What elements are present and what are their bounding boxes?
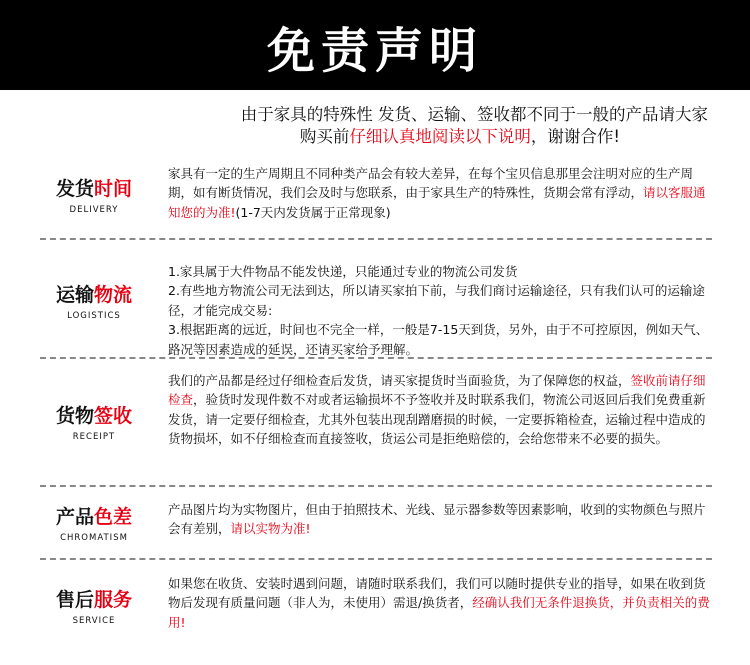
section-body-receipt [168,371,713,449]
section-label-receipt [40,404,148,443]
receipt-highlight: 签收前请仔细检查 [168,373,706,408]
header-banner [0,0,750,90]
section-divider [40,558,712,560]
section-title-receipt-black: 货物 [55,405,94,427]
section-subtitle-chromatism: CHROMATISM [60,533,128,543]
page-title: 免责声明 [266,22,483,79]
intro-line-2-end: ，谢谢合作! [530,127,620,146]
section-title-service [40,588,148,612]
section-subtitle-delivery: DELIVERY [69,205,119,215]
section-subtitle-receipt: RECEIPT [72,432,116,442]
service-text: 如果您在收货、安装时遇到问题，请随时联系我们，我们可以随时提供专业的指导，如果在收到货物后发现有质量问题（非人为，未使用）需退/换货者， [168,576,706,611]
section-label-chromatism [40,505,148,544]
section-divider [40,357,712,359]
service-highlight: 经确认我们无条件退换货，并负责相关的费用! [168,595,710,630]
section-title-chromatism-red: 色差 [94,506,133,528]
section-title-service-red: 服务 [94,589,133,611]
section-label-delivery [40,177,148,216]
intro-notice [0,104,750,148]
section-subtitle-service: SERVICE [72,616,116,626]
logistics-item: 2.有些地方物流公司无法到达，所以请买家拍下前，与我们商讨运输途径，只有我们认可的运输途径，才能完成交易: [168,283,705,318]
intro-line-2 [0,126,750,148]
logistics-item: 3.根据距离的远近，时间也不完全一样，一般是7-15天到货，另外，由于不可控原因，例如天气、路况等因素造成的延误，还请买家给予理解。 [168,322,709,357]
intro-line-2-highlight: 仔细认真地阅读以下说明 [349,127,531,146]
receipt-text: 我们的产品都是经过仔细检查后发货，请买家提货时当面验货，为了保障您的权益， [168,373,631,388]
section-body-chromatism [168,500,713,539]
section-divider [40,485,712,487]
delivery-text: 家具有一定的生产周期且不同种类产品会有较大差异，在每个宝贝信息那里会注明对应的生产周期，如有断货情况，我们会及时与您联系，由于家具生产的特殊性，货期会常有浮动， [168,166,694,201]
section-title-delivery-black: 发货 [55,178,94,200]
delivery-highlight: 请以客服通知您的为准! [168,185,706,220]
section-label-logistics [40,283,148,322]
section-label-service [40,588,148,627]
section-body-delivery [168,164,713,222]
section-title-logistics-black: 运输 [55,284,94,306]
section-title-receipt [40,404,148,428]
section-title-receipt-red: 签收 [94,405,133,427]
intro-line-1: 由于家具的特殊性 发货、运输、签收都不同于一般的产品请大家 [240,105,708,124]
section-title-logistics-red: 物流 [94,284,133,306]
chromatism-text: 产品图片均为实物图片，但由于拍照技术、光线、显示器参数等因素影响，收到的实物颜色与照片会有差别， [168,502,706,537]
receipt-text-rest: ，验货时发现件数不对或者运输损坏不予签收并及时联系我们，物流公司返回后我们免费重新发货，请一定要仔细检查，尤其外包装出现刮蹭磨损的时候，一定要拆箱检查，运输过程中造成的货物损坏，如不仔细检查而直接签收，货运公司是拒绝赔偿的，会给您带来不必要的损失。 [168,392,706,447]
section-title-service-black: 售后 [55,589,94,611]
section-title-chromatism [40,505,148,529]
section-subtitle-logistics: LOGISTICS [67,311,121,321]
chromatism-highlight: 请以实物为准! [230,521,311,537]
section-title-chromatism-black: 产品 [55,506,94,528]
section-title-delivery [40,177,148,201]
section-divider [40,238,712,240]
section-title-delivery-red: 时间 [94,178,133,200]
delivery-note: (1-7天内发货属于正常现象) [235,204,391,220]
section-body-service [168,574,713,632]
logistics-item: 1.家具属于大件物品不能发快递，只能通过专业的物流公司发货 [168,264,518,279]
intro-line-2-start: 购买前 [299,127,350,146]
section-body-logistics [168,262,713,359]
section-title-logistics [40,283,148,307]
